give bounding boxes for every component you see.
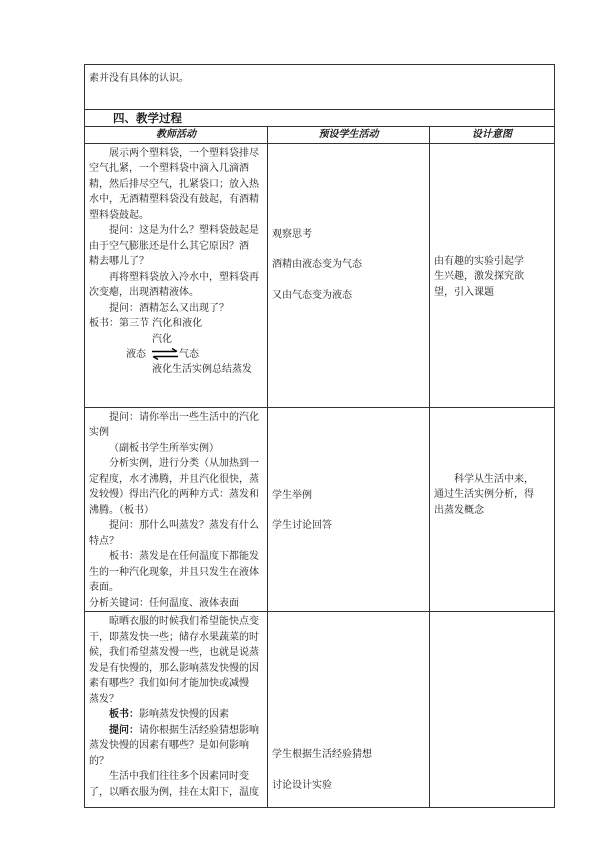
teacher-cell bbox=[85, 612, 268, 808]
text-line: 板书：第三节 汽化和液化 bbox=[89, 318, 203, 329]
text-line: 望，引入课题 bbox=[434, 286, 494, 298]
text-line: 候，我们希望蒸发慢一些，也就是说蒸 bbox=[89, 647, 259, 658]
ask-text: 请你根据生活经验猜想影响 bbox=[139, 724, 259, 736]
teacher-cell bbox=[85, 407, 268, 612]
double-arrow-icon bbox=[151, 348, 179, 360]
text-line: 讨论设计实验 bbox=[272, 779, 332, 791]
text-line: 学生根据生活经验猜想 bbox=[272, 749, 372, 760]
text-line: 生兴趣，激发探究欲 bbox=[434, 271, 524, 282]
table-row bbox=[85, 407, 555, 612]
text-line: 发较慢）得出汽化的两种方式：蒸发和 bbox=[89, 489, 259, 500]
ask-label: 提问： bbox=[109, 724, 139, 736]
teacher-cell bbox=[85, 143, 268, 407]
table-row bbox=[85, 143, 555, 407]
text-line: 了，以晒衣服为例，挂在太阳下，温度 bbox=[89, 786, 259, 798]
text-line: 通过生活实例分析，得 bbox=[434, 489, 534, 500]
phase-change-diagram bbox=[89, 332, 263, 376]
text-line: 水中，无酒精塑料袋没有鼓起，有酒精 bbox=[89, 194, 259, 205]
text-line: 学生讨论回答 bbox=[272, 520, 332, 531]
text-line: 科学从生活中来， bbox=[454, 473, 534, 485]
text-line: 的？ bbox=[89, 755, 109, 767]
text-line: 晾晒衣服的时候我们希望能快点变 bbox=[109, 616, 259, 627]
text-line: 定程度，水才沸腾，并且汽化很快，蒸 bbox=[89, 473, 259, 485]
text-line: 精，然后排尽空气，扎紧袋口；放入热 bbox=[89, 178, 259, 190]
text-line: 实例 bbox=[89, 427, 109, 438]
text-line: 蒸发？ bbox=[89, 693, 119, 705]
text-line: 生的一种汽化现象，并且只发生在液体 bbox=[89, 566, 259, 578]
text-line: 分析关键词：任何温度、液体表面 bbox=[89, 597, 239, 609]
ask-line bbox=[89, 723, 263, 739]
text-line: 由有趣的实验引起学 bbox=[434, 255, 524, 267]
intro-row bbox=[85, 65, 555, 110]
text-line: 空气扎紧，一个塑料袋中滴入几滴酒 bbox=[89, 163, 249, 174]
header-teacher: 教师活动 bbox=[85, 127, 268, 144]
diagram-label-gas: 气态 bbox=[179, 348, 199, 360]
text-line: 由于空气膨胀还是什么其它原因？酒 bbox=[89, 240, 249, 252]
text-line: 特点？ bbox=[89, 535, 119, 547]
intent-cell bbox=[430, 143, 555, 407]
board-line bbox=[89, 707, 263, 723]
text-line: 干，即蒸发快一些；储存水果蔬菜的时 bbox=[89, 631, 259, 643]
text-line: 次变瘪，出现酒精液体。 bbox=[89, 287, 199, 298]
intro-text: 素并没有具体的认识。 bbox=[85, 65, 555, 110]
text-line: 蒸发快慢的因素有哪些？是如何影响 bbox=[89, 740, 249, 751]
text-line: 塑料袋鼓起。 bbox=[89, 209, 149, 221]
section-row bbox=[85, 110, 555, 127]
student-cell bbox=[268, 143, 430, 407]
intent-cell bbox=[430, 612, 555, 808]
intent-cell bbox=[430, 407, 555, 612]
text-line: 酒精由液态变为气态 bbox=[272, 259, 362, 270]
text-line: 精去哪儿了？ bbox=[89, 256, 149, 267]
section-title: 四、教学过程 bbox=[85, 110, 555, 127]
lesson-plan-table bbox=[84, 64, 555, 808]
text-line: 表面。 bbox=[89, 582, 119, 593]
text-line: 板书：蒸发是在任何温度下都能发 bbox=[109, 551, 259, 562]
text-line: 展示两个塑料袋，一个塑料袋排尽 bbox=[109, 147, 259, 159]
text-line: 学生举例 bbox=[272, 489, 312, 501]
text-line: 沸腾。（板书） bbox=[89, 504, 154, 516]
text-line: 又由气态变为液态 bbox=[272, 289, 352, 301]
text-line: 出蒸发概念 bbox=[434, 504, 484, 516]
text-line: 分析实例，进行分类（从加热到一 bbox=[109, 458, 259, 469]
student-cell bbox=[268, 407, 430, 612]
text-line: 提问：请你举出一些生活中的汽化 bbox=[109, 411, 259, 423]
board-text: 影响蒸发快慢的因素 bbox=[139, 709, 229, 720]
text-line: （副板书学生所举实例） bbox=[109, 442, 219, 454]
text-line: 发是有快慢的，那么影响蒸发快慢的因 bbox=[89, 662, 259, 674]
diagram-label-liquefaction: 液化生活实例总结蒸发 bbox=[152, 363, 252, 375]
student-cell bbox=[268, 612, 430, 808]
header-row bbox=[85, 127, 555, 144]
board-label: 板书： bbox=[109, 709, 139, 720]
text-line: 提问：酒精怎么又出现了？ bbox=[109, 302, 229, 314]
text-line: 提问：这是为什么？塑料袋鼓起是 bbox=[109, 225, 259, 236]
text-line: 素有哪些？我们如何才能加快或减慢 bbox=[89, 678, 249, 689]
text-line: 观察思考 bbox=[272, 228, 312, 240]
text-line: 再将塑料袋放入冷水中，塑料袋再 bbox=[109, 271, 259, 283]
header-student: 预设学生活动 bbox=[268, 127, 430, 144]
text-line: 生活中我们往往多个因素同时变 bbox=[109, 771, 249, 782]
text-line: 提问：那什么叫蒸发？蒸发有什么 bbox=[109, 520, 259, 531]
header-intent: 设计意图 bbox=[430, 127, 555, 144]
table-row bbox=[85, 612, 555, 808]
diagram-label-vaporization: 汽化 bbox=[152, 333, 172, 345]
diagram-label-liquid: 液态 bbox=[126, 348, 146, 360]
